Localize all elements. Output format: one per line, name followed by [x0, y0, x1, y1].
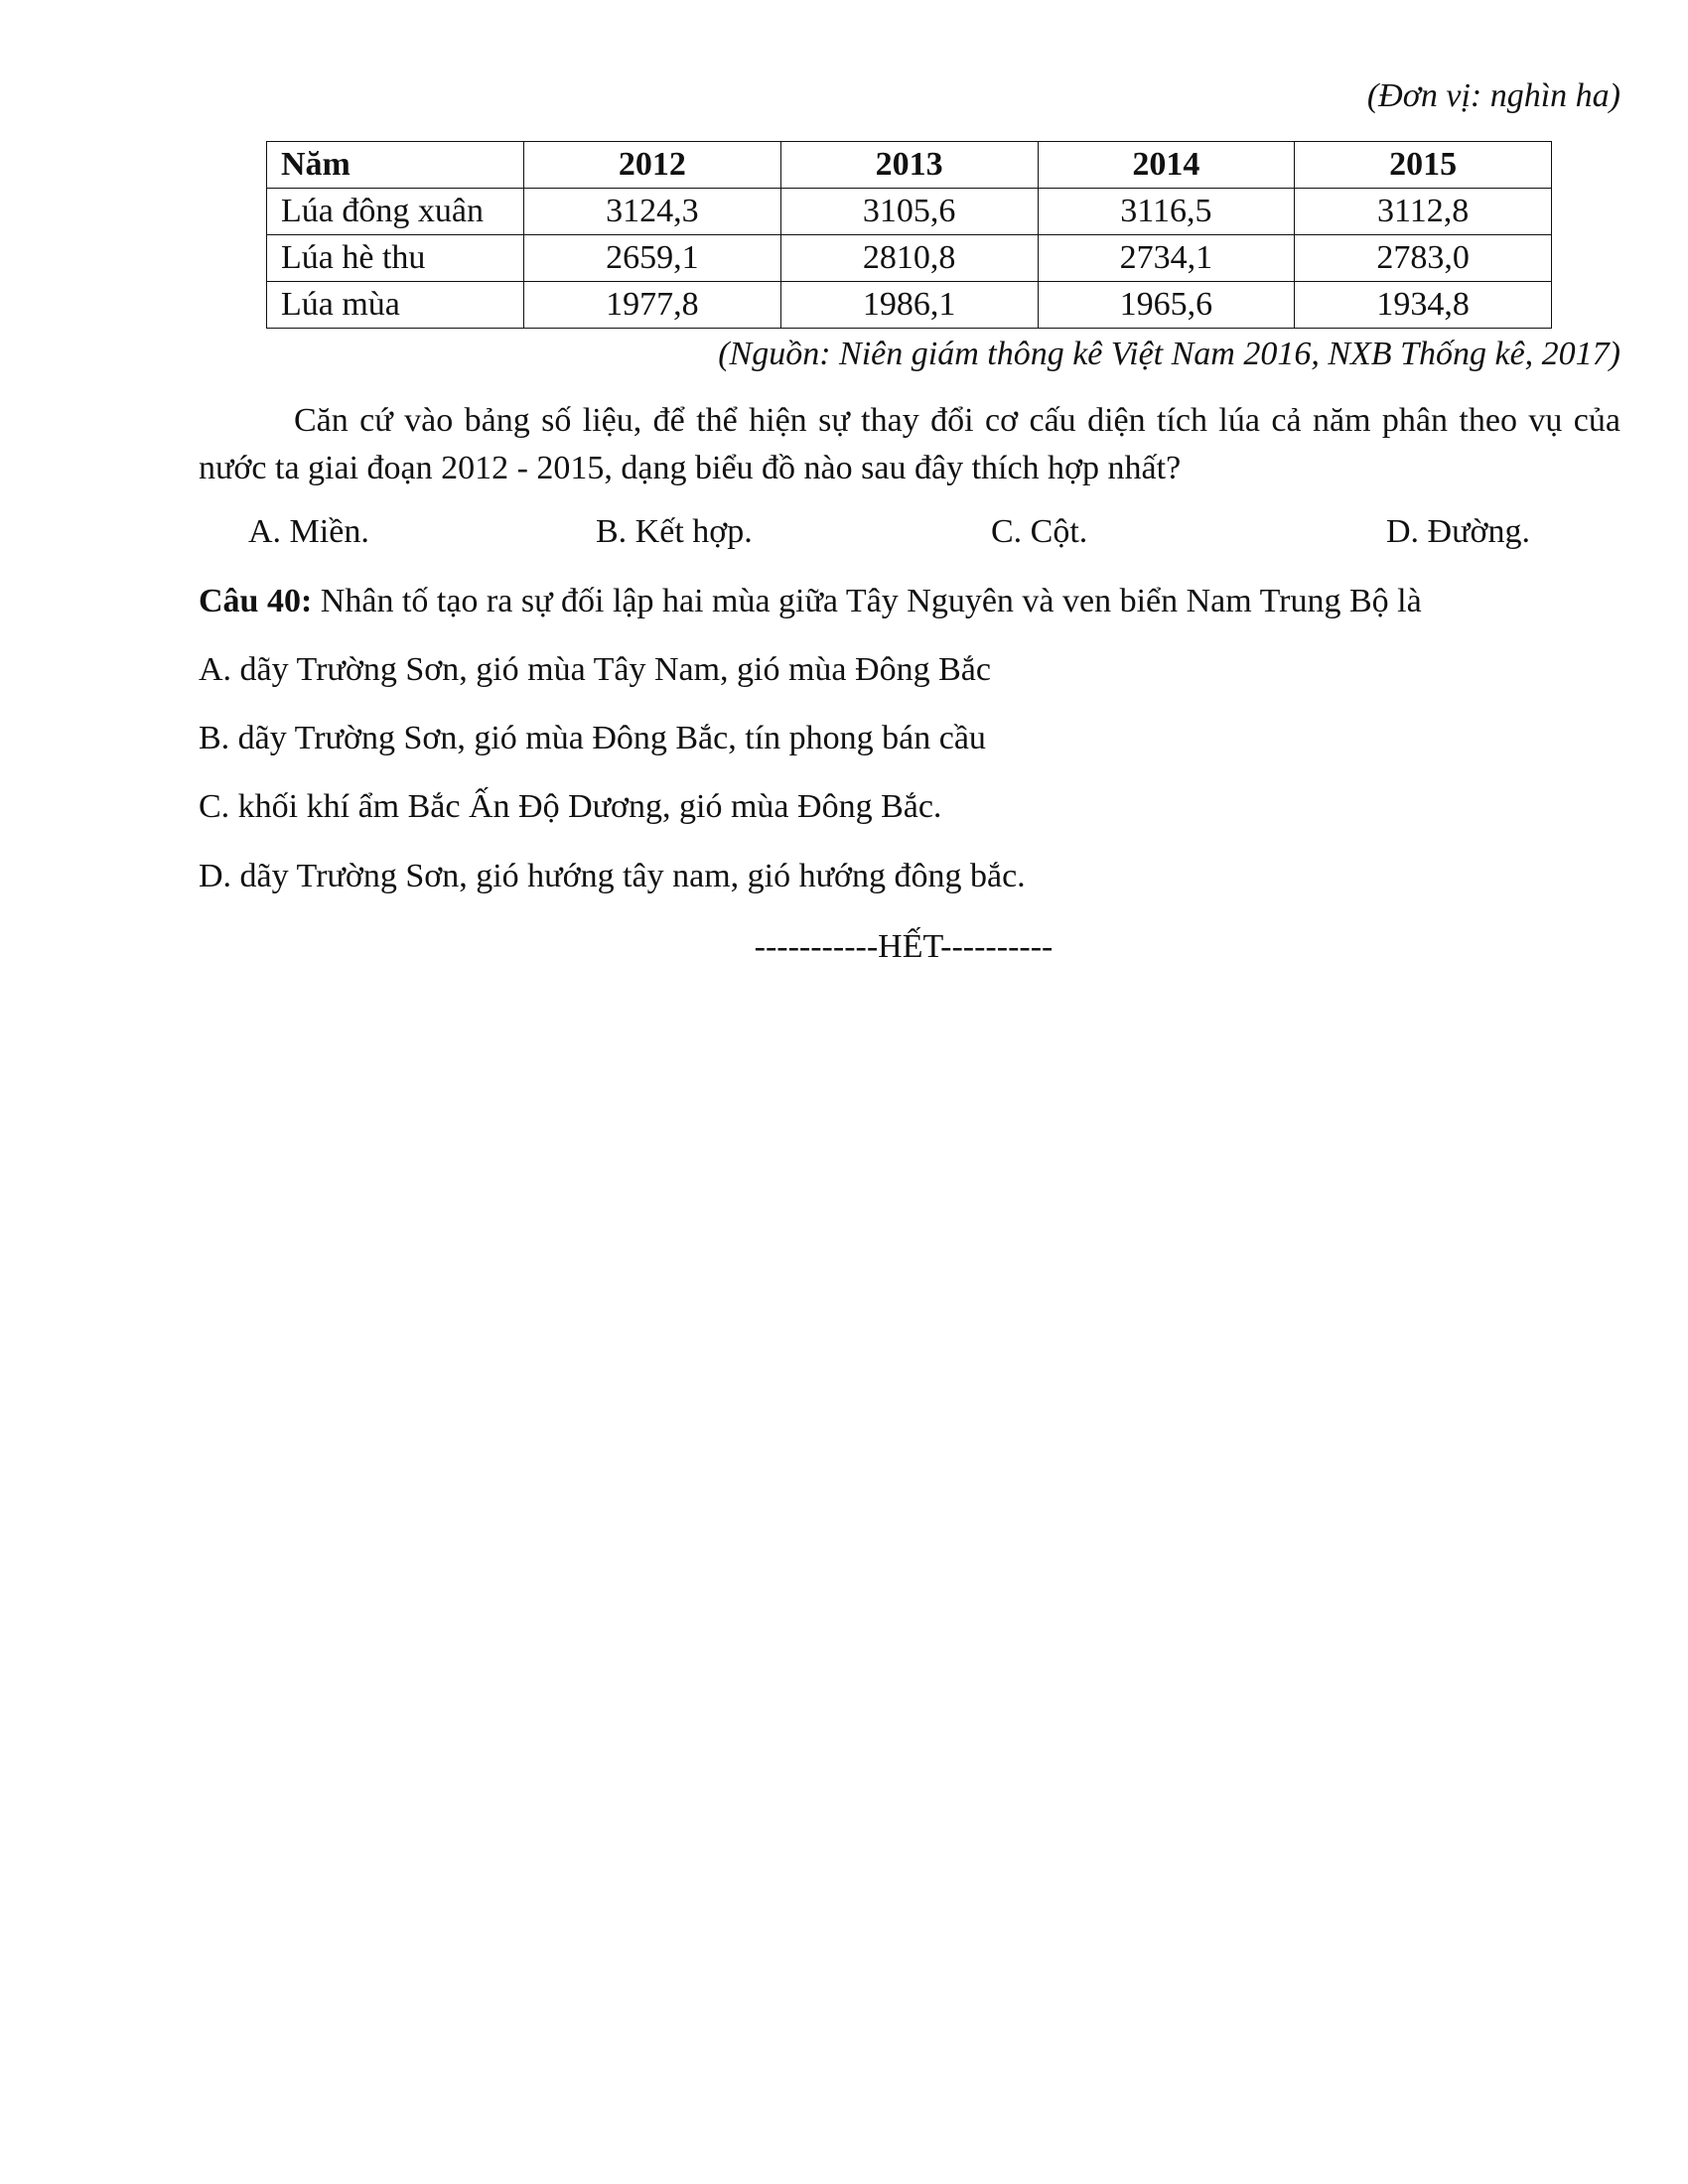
rice-area-table [266, 141, 1552, 329]
table-cell: 1934,8 [1295, 282, 1552, 329]
question-40 [199, 583, 1620, 620]
option-d: D. Đường. [1386, 513, 1531, 550]
table-cell: 1986,1 [780, 282, 1038, 329]
option-c: C. Cột. [991, 513, 1088, 550]
table-cell: Lúa mùa [267, 282, 524, 329]
question-40-label: Câu 40: [199, 583, 313, 619]
table-cell: 3124,3 [524, 189, 781, 235]
table-row [267, 235, 1552, 282]
table-cell: 3105,6 [780, 189, 1038, 235]
table-cell: 2810,8 [780, 235, 1038, 282]
question-40-option-d: D. dãy Trường Sơn, gió hướng tây nam, gió hướng đông bắc. [199, 858, 1026, 894]
question-40-option-c: C. khối khí ẩm Bắc Ấn Độ Dương, gió mùa Đông Bắc. [199, 788, 942, 825]
table-row [267, 282, 1552, 329]
question-40-option-a: A. dãy Trường Sơn, gió mùa Tây Nam, gió mùa Đông Bắc [199, 651, 991, 688]
option-a: A. Miền. [248, 513, 369, 550]
table-cell: 2734,1 [1038, 235, 1295, 282]
table-cell: 2783,0 [1295, 235, 1552, 282]
table-header-cell: 2015 [1295, 142, 1552, 189]
table-header-cell: 2012 [524, 142, 781, 189]
table-cell: 1965,6 [1038, 282, 1295, 329]
end-marker: -----------HẾT---------- [754, 928, 1054, 965]
table-cell: 3112,8 [1295, 189, 1552, 235]
table-cell: Lúa hè thu [267, 235, 524, 282]
option-b: B. Kết hợp. [596, 513, 753, 550]
table-cell: 3116,5 [1038, 189, 1295, 235]
question-40-text: Nhân tố tạo ra sự đối lập hai mùa giữa Tây Nguyên và ven biển Nam Trung Bộ là [312, 583, 1422, 619]
table-header-cell: 2014 [1038, 142, 1295, 189]
table-header-cell: 2013 [780, 142, 1038, 189]
table-row [267, 189, 1552, 235]
table-cell: 1977,8 [524, 282, 781, 329]
table-cell: 2659,1 [524, 235, 781, 282]
table-source-note: (Nguồn: Niên giám thông kê Việt Nam 2016, NXB Thống kê, 2017) [718, 336, 1620, 372]
table-cell: Lúa đông xuân [267, 189, 524, 235]
table-header-row [267, 142, 1552, 189]
table-header-cell: Năm [267, 142, 524, 189]
question-39-options [199, 513, 1620, 551]
unit-note: (Đơn vị: nghìn ha) [1366, 77, 1620, 114]
question-40-option-b: B. dãy Trường Sơn, gió mùa Đông Bắc, tín phong bán cầu [199, 720, 986, 756]
question-39-text: Căn cứ vào bảng số liệu, để thể hiện sự thay đổi cơ cấu diện tích lúa cả năm phân theo vụ của nước ta giai đoạn 2012 - 2015, dạng biểu đồ nào sau đây thích hợp nhất? [199, 402, 1620, 486]
